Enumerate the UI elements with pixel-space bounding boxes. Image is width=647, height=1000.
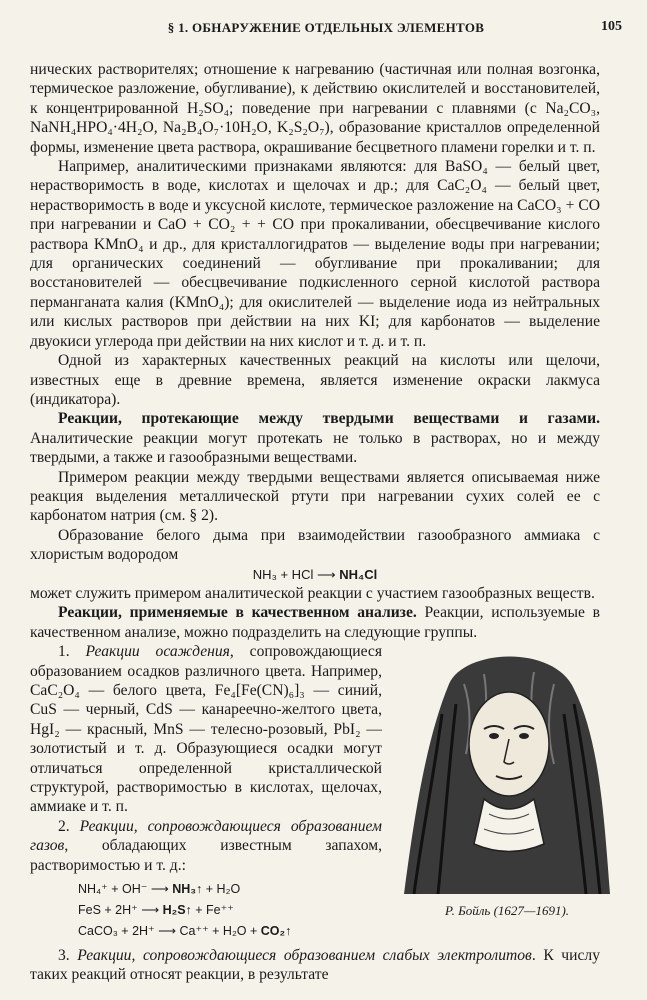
- paragraph: нических растворителях; отношение к нагреванию (частичная или полная возгонка, термическое разложение, обугливание), к действию окислителей и восстановителей, к концентрированной H₂SO₄; поведение при нагревании с плавнями (с Na₂CO₃, NaNH₄HPO₄·4H₂O, Na₂B₄O₇·10H₂O, K₂S₂O₇), образование кристаллов определенной формы, изменение цвета раствора, окрашивание бесцветного пламени горелки и т. п.: [30, 61, 600, 156]
- section-heading: Реакции, протекающие между твердыми веществами и газами.: [58, 410, 600, 428]
- paragraph: Реакции, протекающие между твердыми веществами и газами. Аналитические реакции могут протекать не только в растворах, но и между твердыми, а также и газообразными веществами.: [30, 410, 600, 467]
- reaction-equation: CaCO₃ + 2H⁺ ⟶ Ca⁺⁺ + H₂O + CO₂↑: [78, 924, 292, 939]
- figure-caption: Р. Бойль (1627—1691).: [444, 902, 570, 918]
- paragraph: 1. Реакции осаждения, сопровождающиеся образованием осадков различного цвета. Например, CaC₂O₄ — белого цвета, Fe₄[Fe(CN)₆]₃ — синий, CuS — черный, CdS — канареечно-желтого цвета, HgI₂ — красный, MnS — телесно-розовый, PbI₂ — золотистый и т. д. Образующиеся осадки могут отличаться определенной кристаллической структурой, растворимостью в кислотах, щелочах, аммиаке и т. п.: [30, 643, 383, 816]
- page-number: 105: [601, 19, 622, 34]
- running-header: [30, 16, 622, 38]
- paragraph: Например, аналитическими признаками являются: для BaSO₄ — белый цвет, нерастворимость в воде, кислотах и щелочах и др.; для CaC₂O₄ — белый цвет, нерастворимость в воде и уксусной кислоте, термическое разложение на CaCO₃ + CO при нагревании и CaO + CO₂ + + CO при прокаливании, обесцвечивание кислого раствора KMnO₄ и др., для кристаллогидратов — выделение воды при нагревании; для органических соединений — обугливание при прокаливании; для восстановителей — обесцвечивание подкисленного серной кислотой раствора перманганата калия (KMnO₄); для окислителей — выделение иода из нейтральных или кислых растворов при действии на них KI; для карбонатов — выделение двуокиси углерода при действии на них кислот и т. д. и т. п.: [30, 158, 600, 350]
- paragraph: Реакции, применяемые в качественном анализе. Реакции, используемые в качественном анализе, можно подразделить на следующие группы.: [30, 604, 601, 641]
- paragraph: 2. Реакции, сопровождающиеся образованием газов, обладающих известным запахом, растворимостью и т. д.:: [30, 817, 382, 874]
- portrait-figure: [394, 644, 610, 920]
- body-text: [30, 60, 600, 985]
- paragraph: Образование белого дыма при взаимодействии газообразного аммиака с хлористым водородом: [30, 526, 600, 564]
- section-heading: Реакции, применяемые в качественном анализе.: [58, 604, 417, 622]
- paragraph: может служить примером аналитической реакции с участием газообразных веществ.: [30, 584, 595, 602]
- paragraph: Одной из характерных качественных реакций на кислоты или щелочи, известных еще в древние времена, является изменение окраски лакмуса (индикатора).: [30, 352, 600, 408]
- header-title: § 1. ОБНАРУЖЕНИЕ ОТДЕЛЬНЫХ ЭЛЕМЕНТОВ: [167, 20, 485, 35]
- boyle-portrait-image: [404, 644, 610, 894]
- equation: NH₃ + HCl ⟶ NH₄Cl: [252, 566, 378, 582]
- paragraph: Примером реакции между твердыми веществами является описываемая ниже реакция выделения металлической ртути при нагревании сухих солей ее с карбонатом натрия (см. § 2).: [30, 468, 600, 525]
- paragraph: 3. Реакции, сопровождающиеся образованием слабых электролитов. К числу таких реакций относят реакции, в результате: [30, 947, 600, 984]
- reaction-equation: NH₄⁺ + OH⁻ ⟶ NH₃↑ + H₂O: [78, 882, 241, 897]
- reaction-equation: FeS + 2H⁺ ⟶ H₂S↑ + Fe⁺⁺: [78, 903, 234, 918]
